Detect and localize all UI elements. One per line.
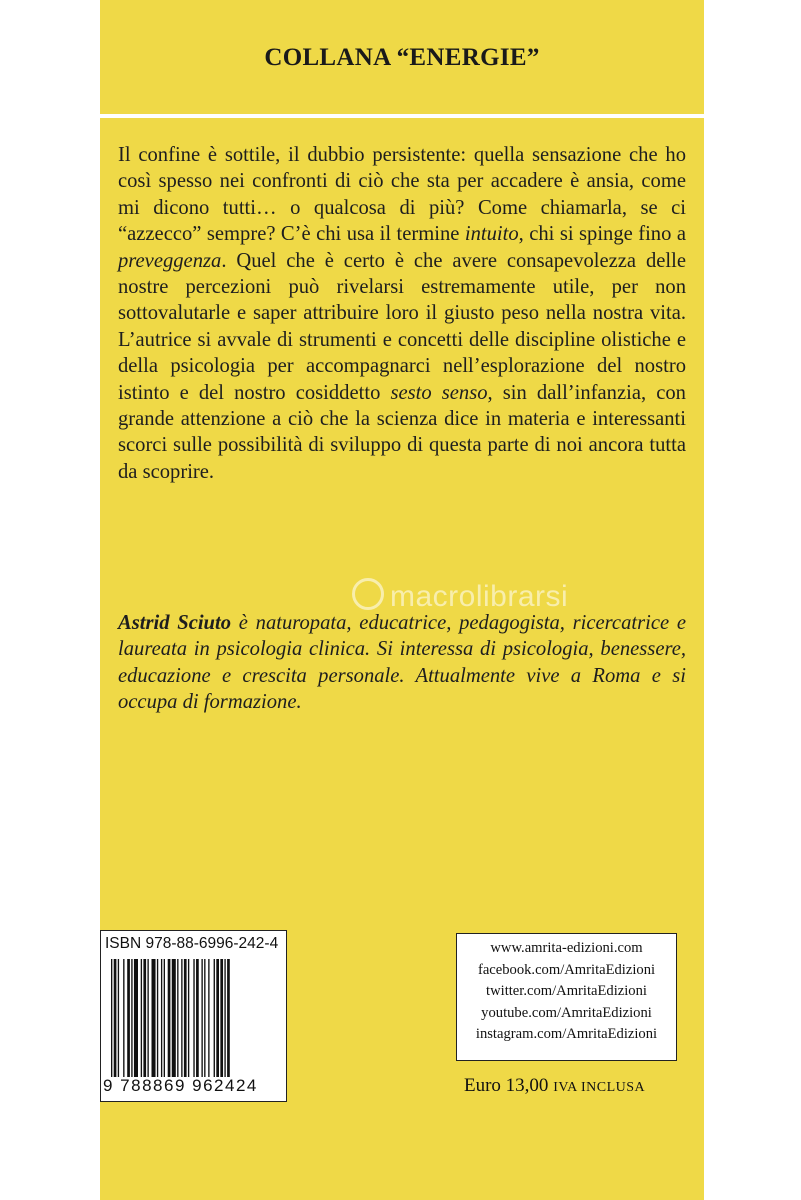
barcode-bar	[123, 959, 124, 1077]
author-name: Astrid Sciuto	[118, 612, 232, 634]
barcode-bar	[147, 959, 148, 1077]
series-header	[100, 0, 704, 118]
isbn-barcode	[100, 930, 287, 1102]
barcode-bar	[111, 959, 112, 1077]
barcode-bar	[181, 959, 182, 1077]
description-text: . Quel che è certo è che avere consapevolezza delle nostre percezioni può rivelarsi estremamente utile, per non sottovalutarle e saper attribuire loro il giusto peso nella nostra vita. L’autrice si avvale di strumenti e concetti delle discipline olistiche e della psicologia per accompagnarci nell’esplorazione del nostro istinto e del nostro cosiddetto	[118, 249, 686, 404]
barcode-bar	[164, 959, 165, 1077]
barcode-bar	[201, 959, 202, 1077]
book-back-cover	[100, 0, 704, 1200]
price	[464, 1075, 694, 1097]
italic-term: preveggenza	[118, 249, 222, 272]
link-website[interactable]: www.amrita-edizioni.com	[490, 940, 643, 956]
barcode-bar	[227, 959, 230, 1077]
link-instagram[interactable]: instagram.com/AmritaEdizioni	[475, 1026, 658, 1043]
barcode-bar	[188, 959, 189, 1077]
description-text: , sin dall’infanzia, con grande attenzione a ciò che la scienza dice in materia e interessanti scorci sulle possibilità di sviluppo di questa parte di noi ancora tutta da scoprire.	[118, 381, 686, 483]
barcode-bar	[161, 959, 162, 1077]
isbn-label: ISBN 978-88-6996-242-4	[105, 935, 279, 952]
description-paragraph	[118, 142, 686, 485]
barcode-bar	[224, 959, 225, 1077]
barcode-bar	[134, 959, 138, 1077]
author-bio	[118, 610, 686, 716]
barcode-bar	[184, 959, 187, 1077]
barcode-bars	[109, 959, 279, 1077]
barcode-bar	[220, 959, 223, 1077]
barcode-bar	[193, 959, 194, 1077]
barcode-bar	[131, 959, 132, 1077]
barcode-bar	[214, 959, 215, 1077]
barcode-bar	[127, 959, 130, 1077]
watermark-text: macrolibrarsi	[390, 580, 569, 613]
link-twitter[interactable]: twitter.com/AmritaEdizioni	[486, 983, 647, 1000]
barcode-bar	[208, 959, 209, 1077]
barcode-bar	[177, 959, 178, 1077]
price-note: IVA INCLUSA	[553, 1080, 646, 1095]
barcode-bar	[204, 959, 205, 1077]
barcode-bar	[196, 959, 199, 1077]
link-facebook[interactable]: facebook.com/AmritaEdizioni	[477, 961, 656, 978]
watermark-logo-icon	[352, 578, 384, 610]
barcode-digits: 9 788869 962424	[103, 1076, 258, 1095]
barcode-bar	[143, 959, 146, 1077]
barcode-bar	[157, 959, 158, 1077]
series-title: COLLANA “ENERGIE”	[264, 44, 540, 71]
barcode-bar	[172, 959, 176, 1077]
barcode-bar	[152, 959, 156, 1077]
price-amount: Euro 13,00	[464, 1075, 549, 1096]
publisher-links	[456, 933, 677, 1061]
barcode-bar	[168, 959, 171, 1077]
description-text: , chi si spinge fino a	[518, 223, 686, 246]
link-youtube[interactable]: youtube.com/AmritaEdizioni	[481, 1004, 652, 1021]
italic-term: intuito	[464, 223, 519, 246]
book-description	[118, 142, 686, 485]
italic-term: sesto senso	[390, 381, 488, 404]
description-text: Il confine è sottile, il dubbio persistente: quella sensazione che ho così spesso nei confronti di ciò che sta per accadere è ansia, come mi dicono tutti… o qualcosa di più? Come chiamarla, se ci “azzecco” sempre? C’è chi usa il termine	[118, 144, 686, 246]
barcode-bar	[216, 959, 219, 1077]
author-bio-text: è naturopata, educatrice, pedagogista, ricercatrice e laureata in psicologia clinica. Si interessa di psicologia, benessere, educazione e crescita personale. Attualmente vive a Roma e si occupa di formazione.	[118, 612, 686, 714]
barcode-bar	[114, 959, 117, 1077]
barcode-bar	[141, 959, 142, 1077]
barcode-bar	[118, 959, 119, 1077]
